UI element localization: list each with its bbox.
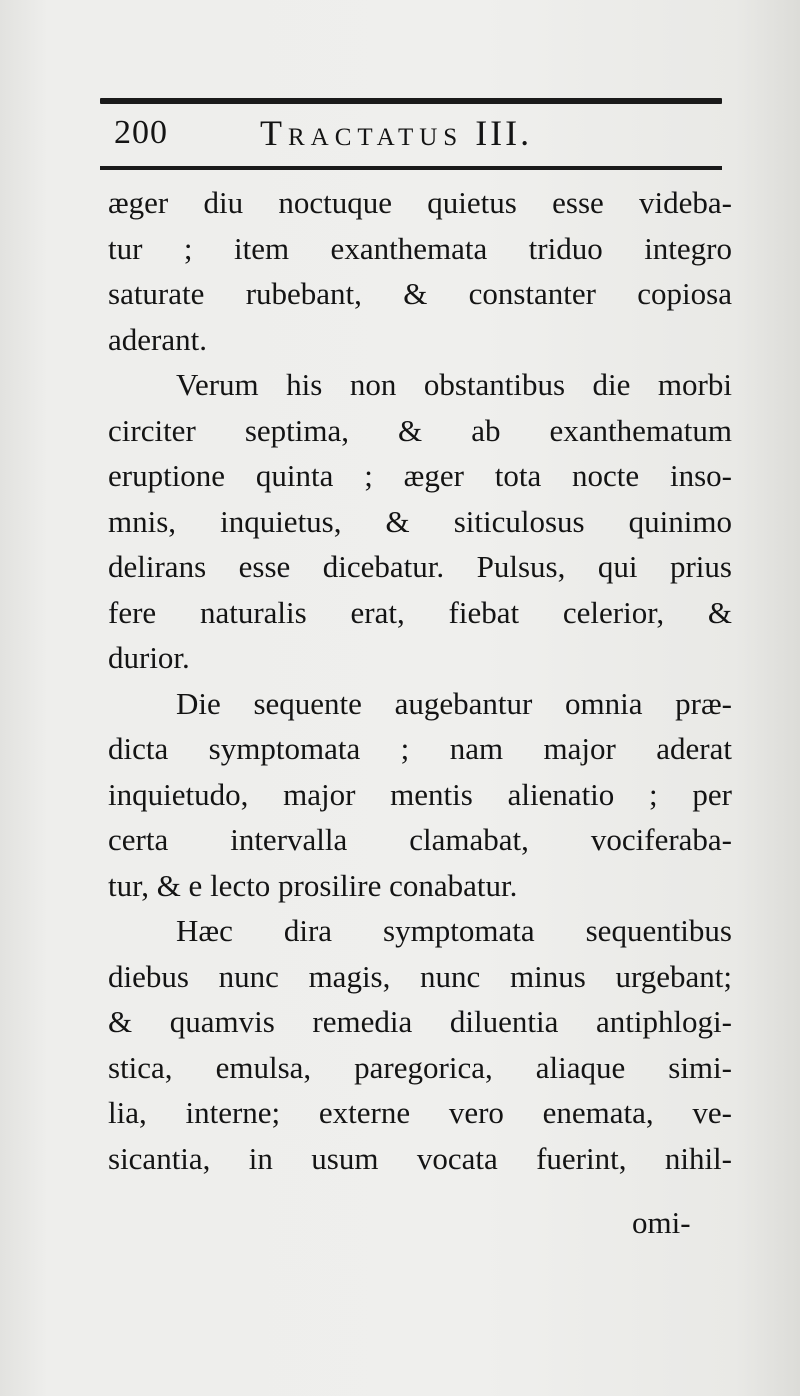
text-line: circiter septima, & ab exanthematum [108,412,732,448]
running-title-numeral: III. [475,113,533,153]
header-rule-bottom [100,166,722,170]
text-line: aderant. [108,321,207,357]
running-title [260,112,532,154]
text-line: tur ; item exanthemata triduo integro [108,230,732,266]
catchword: omi- [632,1205,691,1240]
text-line: durior. [108,640,190,675]
text-line: saturate rubebant, & constanter copiosa [108,276,732,311]
text-line: eruptione quinta ; æger tota nocte inso- [108,458,732,493]
text-line: dicta symptomata ; nam major aderat [108,731,732,766]
text-line: delirans esse dicebatur. Pulsus, qui prius [108,549,732,584]
text-line: æger diu noctuque quietus esse videba- [108,185,732,220]
text-line: Verum his non obstantibus die morbi [176,367,732,402]
text-line: diebus nunc magis, nunc minus urgebant; [108,958,732,994]
text-line: stica, emulsa, paregorica, aliaque simi- [108,1049,732,1085]
text-line: Hæc dira symptomata sequentibus [176,913,732,948]
running-title-word: Tractatus [260,113,464,153]
text-line: & quamvis remedia diluentia antiphlogi- [108,1004,732,1039]
running-header [108,108,708,156]
text-line: Die sequente augebantur omnia præ- [176,685,732,721]
text-line: sicantia, in usum vocata fuerint, nihil- [108,1140,732,1176]
text-line: mnis, inquietus, & siticulosus quinimo [108,503,732,539]
page-number: 200 [114,114,168,151]
body-text [108,180,732,1181]
text-line: inquietudo, major mentis alienatio ; per [108,776,732,812]
text-line: tur, & e lecto prosilire conabatur. [108,867,518,903]
text-line: fere naturalis erat, fiebat celerior, & [108,594,732,630]
text-line: lia, interne; externe vero enemata, ve- [108,1095,732,1130]
header-rule-top [100,98,722,104]
text-line: certa intervalla clamabat, vociferaba- [108,822,732,857]
